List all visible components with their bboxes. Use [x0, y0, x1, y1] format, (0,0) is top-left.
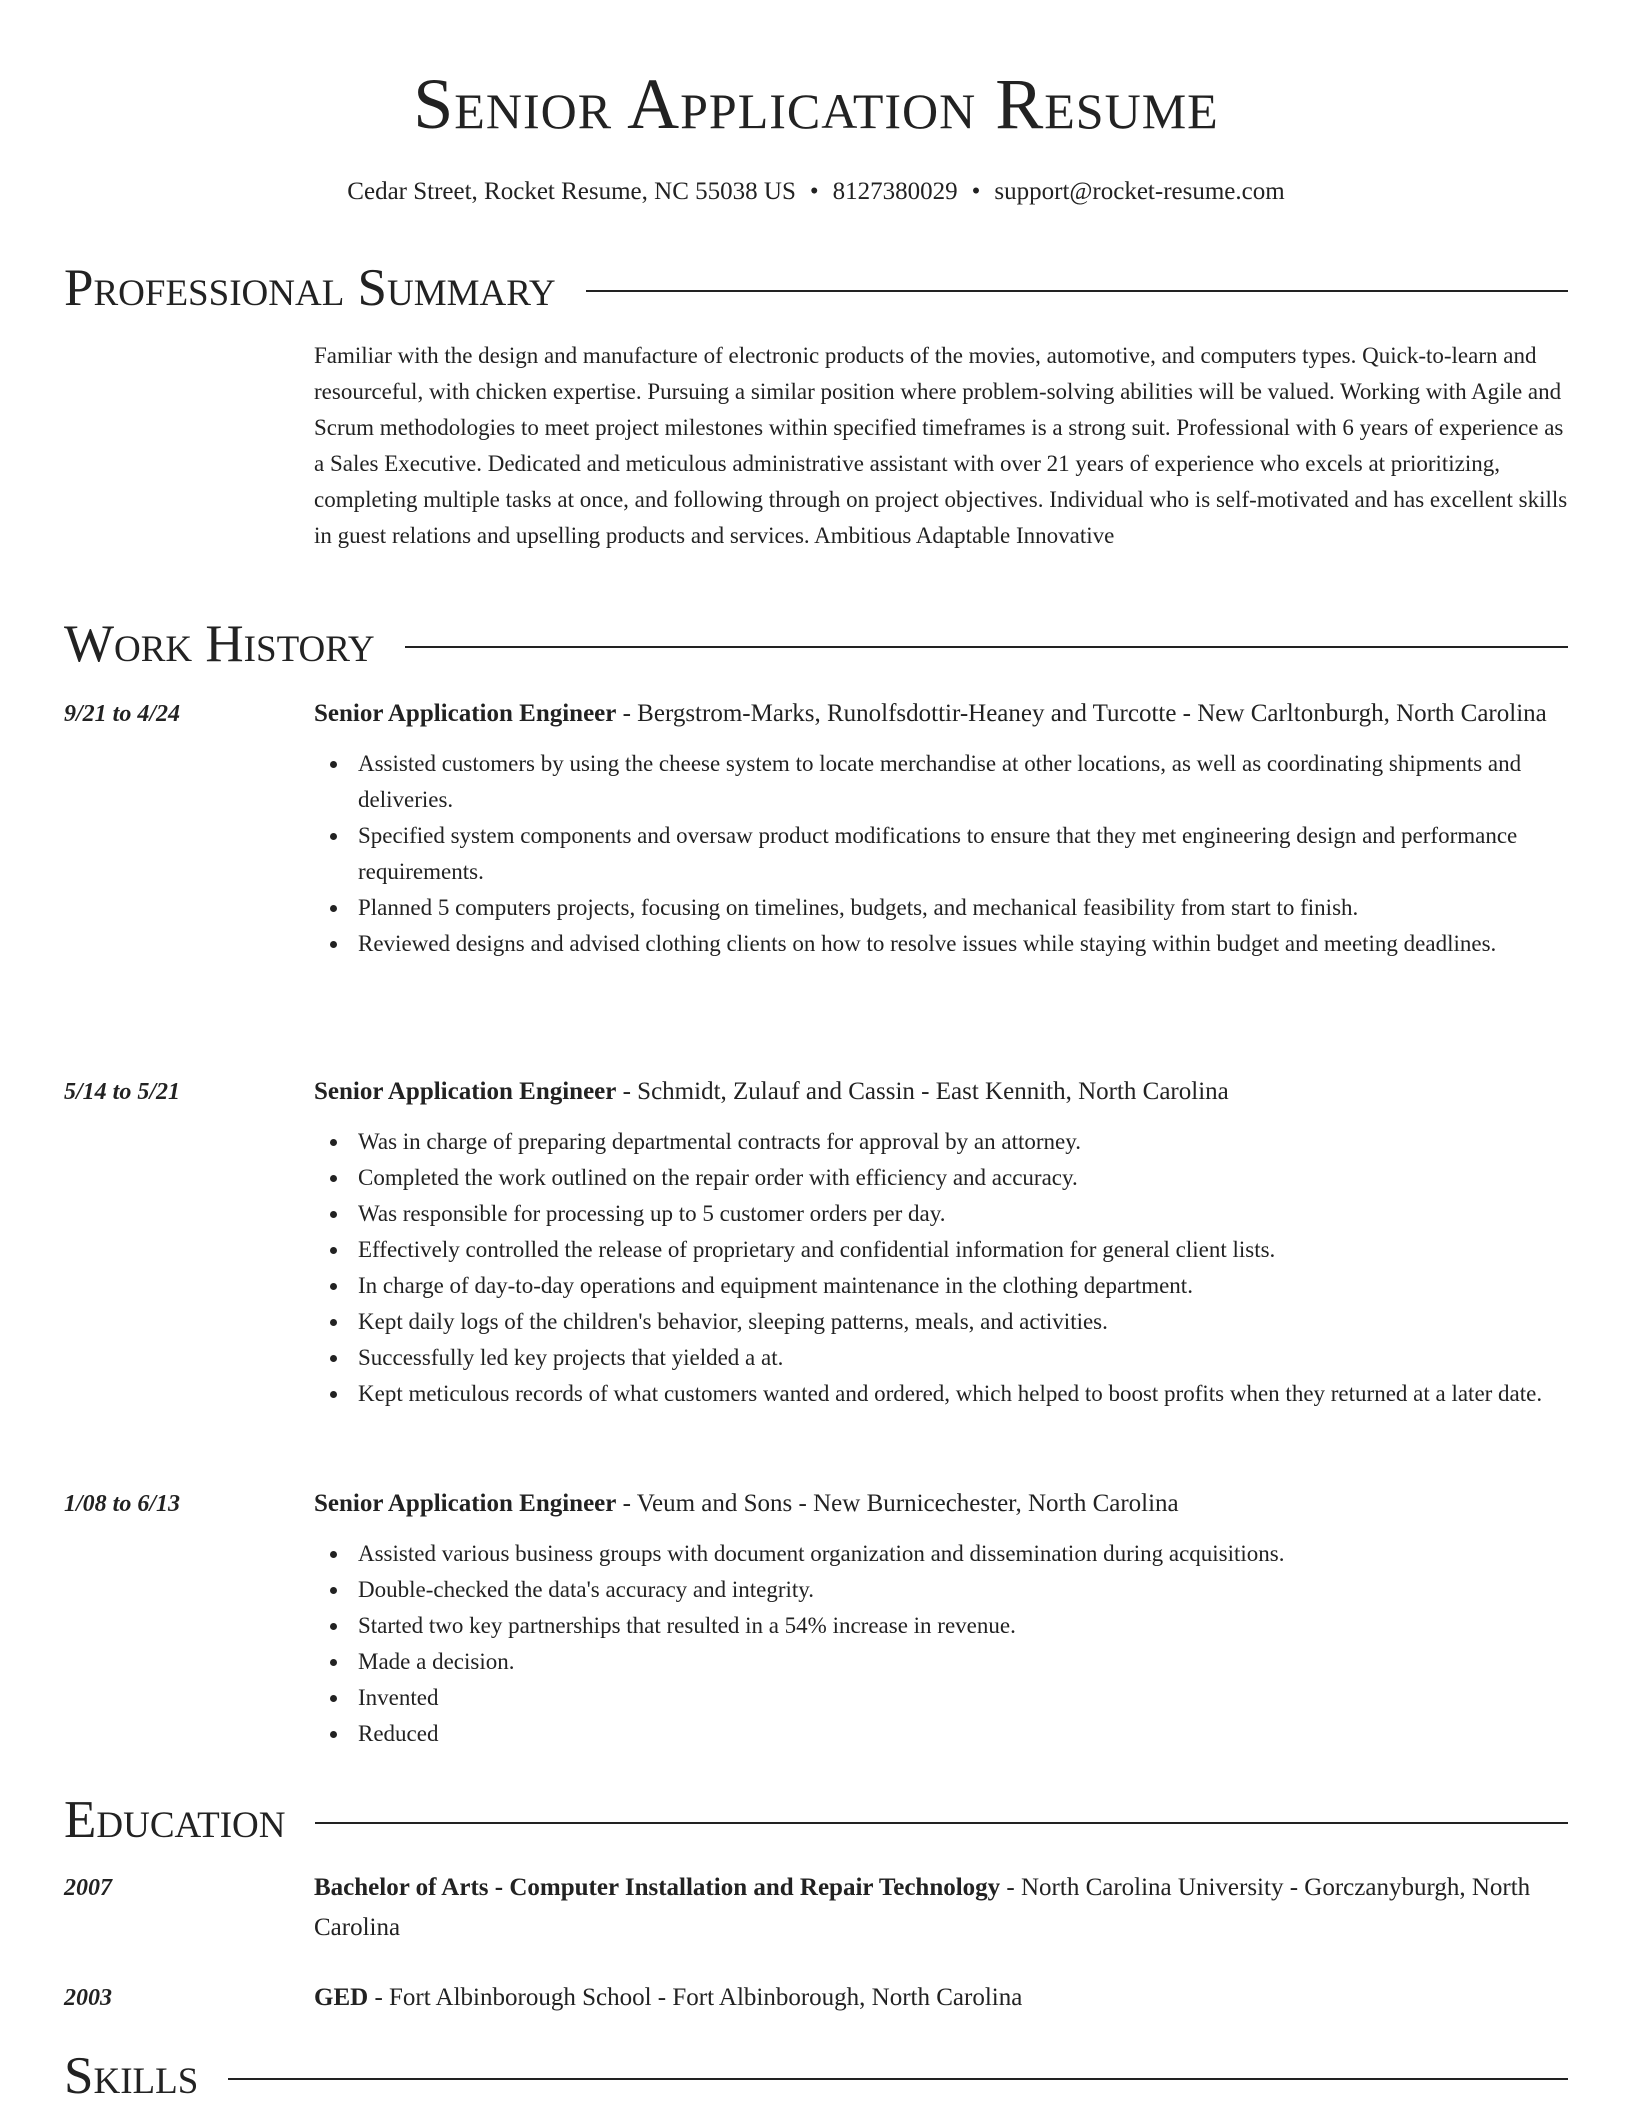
work-entry — [64, 1484, 1568, 1752]
professional-summary-text: Familiar with the design and manufacture of electronic products of the movies, automotive, and computers types. Quick-to-learn and resourceful, with chicken expertise. Pursuing a similar position where problem-solving abilities will be valued. Working with Agile and Scrum methodologies to meet project milestones within specified timeframes is a strong suit. Professional with 6 years of experience as a Sales Executive. Dedicated and meticulous administrative assistant with over 21 years of experience who excels at prioritizing, completing multiple tasks at once, and following through on project objectives. Individual who is self-motivated and has excellent skills in guest relations and upselling products and services. Ambitious Adaptable Innovative — [314, 343, 1568, 548]
list-item: Double-checked the data's accuracy and integrity. — [314, 1572, 1568, 1608]
section-header-summary — [64, 258, 1568, 318]
education-title-line — [314, 1868, 1568, 1948]
list-item: Specified system components and oversaw product modifications to ensure that they met engineering design and performance requirements. — [314, 818, 1568, 890]
work-bullets — [314, 746, 1568, 962]
job-details: - Bergstrom-Marks, Runolfsdottir-Heaney and Turcotte - New Carltonburgh, North Carolina — [616, 700, 1547, 727]
job-title: Senior Application Engineer — [314, 1078, 617, 1105]
contact-phone: 8127380029 — [832, 178, 958, 205]
list-item: Made a decision. — [314, 1644, 1568, 1680]
work-bullets — [314, 1124, 1568, 1412]
contact-address: Cedar Street, Rocket Resume, NC 55038 US — [347, 178, 796, 205]
education-year: 2007 — [64, 1875, 112, 1901]
contact-email: support@rocket-resume.com — [994, 178, 1285, 205]
job-title: Senior Application Engineer — [314, 700, 617, 727]
education-details: - Fort Albinborough School - Fort Albinborough, North Carolina — [368, 1984, 1023, 2011]
list-item: Kept meticulous records of what customers wanted and ordered, which helped to boost profits when they returned at a later date. — [314, 1376, 1568, 1412]
list-item: Invented — [314, 1680, 1568, 1716]
work-dates: 5/14 to 5/21 — [64, 1079, 181, 1105]
education-entry — [64, 1868, 1568, 1948]
work-title-line — [314, 1072, 1568, 1112]
section-header-work — [64, 614, 1568, 674]
degree-name: Bachelor of Arts - Computer Installation and Repair Technology — [314, 1874, 1001, 1901]
list-item: Reviewed designs and advised clothing clients on how to resolve issues while staying within budget and meeting deadlines. — [314, 926, 1568, 962]
list-item: Successfully led key projects that yielded a at. — [314, 1340, 1568, 1376]
degree-name: GED — [314, 1984, 369, 2011]
section-header-skills — [64, 2046, 1568, 2106]
work-title-line — [314, 694, 1568, 734]
work-entry — [64, 694, 1568, 962]
list-item: Assisted customers by using the cheese system to locate merchandise at other locations, as well as coordinating shipments and deliveries. — [314, 746, 1568, 818]
work-dates: 9/21 to 4/24 — [64, 701, 181, 727]
list-item: Completed the work outlined on the repair order with efficiency and accuracy. — [314, 1160, 1568, 1196]
list-item: Kept daily logs of the children's behavior, sleeping patterns, meals, and activities. — [314, 1304, 1568, 1340]
job-details: - Schmidt, Zulauf and Cassin - East Kennith, North Carolina — [616, 1078, 1229, 1105]
list-item: Started two key partnerships that resulted in a 54% increase in revenue. — [314, 1608, 1568, 1644]
section-divider — [228, 2078, 1568, 2080]
section-divider — [586, 290, 1568, 292]
job-title: Senior Application Engineer — [314, 1490, 617, 1517]
contact-separator: • — [971, 178, 981, 205]
list-item: Reduced — [314, 1716, 1568, 1752]
section-divider — [405, 646, 1568, 648]
list-item: In charge of day-to-day operations and equipment maintenance in the clothing department. — [314, 1268, 1568, 1304]
education-title-line — [314, 1978, 1568, 2018]
education-year: 2003 — [64, 1985, 112, 2011]
contact-line — [0, 174, 1632, 210]
section-title-skills: Skills — [64, 2047, 199, 2105]
work-title-line — [314, 1484, 1568, 1524]
job-details: - Veum and Sons - New Burnicechester, North Carolina — [616, 1490, 1179, 1517]
list-item: Assisted various business groups with document organization and dissemination during acquisitions. — [314, 1536, 1568, 1572]
list-item: Was responsible for processing up to 5 customer orders per day. — [314, 1196, 1568, 1232]
section-title-work: Work History — [64, 615, 375, 673]
list-item: Effectively controlled the release of proprietary and confidential information for general client lists. — [314, 1232, 1568, 1268]
work-dates: 1/08 to 6/13 — [64, 1491, 181, 1517]
resume-name: Senior Application Resume — [413, 64, 1219, 144]
list-item: Planned 5 computers projects, focusing on timelines, budgets, and mechanical feasibility from start to finish. — [314, 890, 1568, 926]
section-title-education: Education — [64, 1791, 286, 1849]
work-entry — [64, 1072, 1568, 1412]
section-divider — [315, 1822, 1568, 1824]
list-item: Was in charge of preparing departmental contracts for approval by an attorney. — [314, 1124, 1568, 1160]
section-title-summary: Professional Summary — [64, 259, 556, 317]
work-bullets — [314, 1536, 1568, 1752]
contact-separator: • — [809, 178, 819, 205]
section-header-education — [64, 1790, 1568, 1850]
education-details: - North Carolina University - Gorczanyburgh, North Carolina — [314, 1874, 1531, 1941]
education-entry — [64, 1978, 1568, 2018]
